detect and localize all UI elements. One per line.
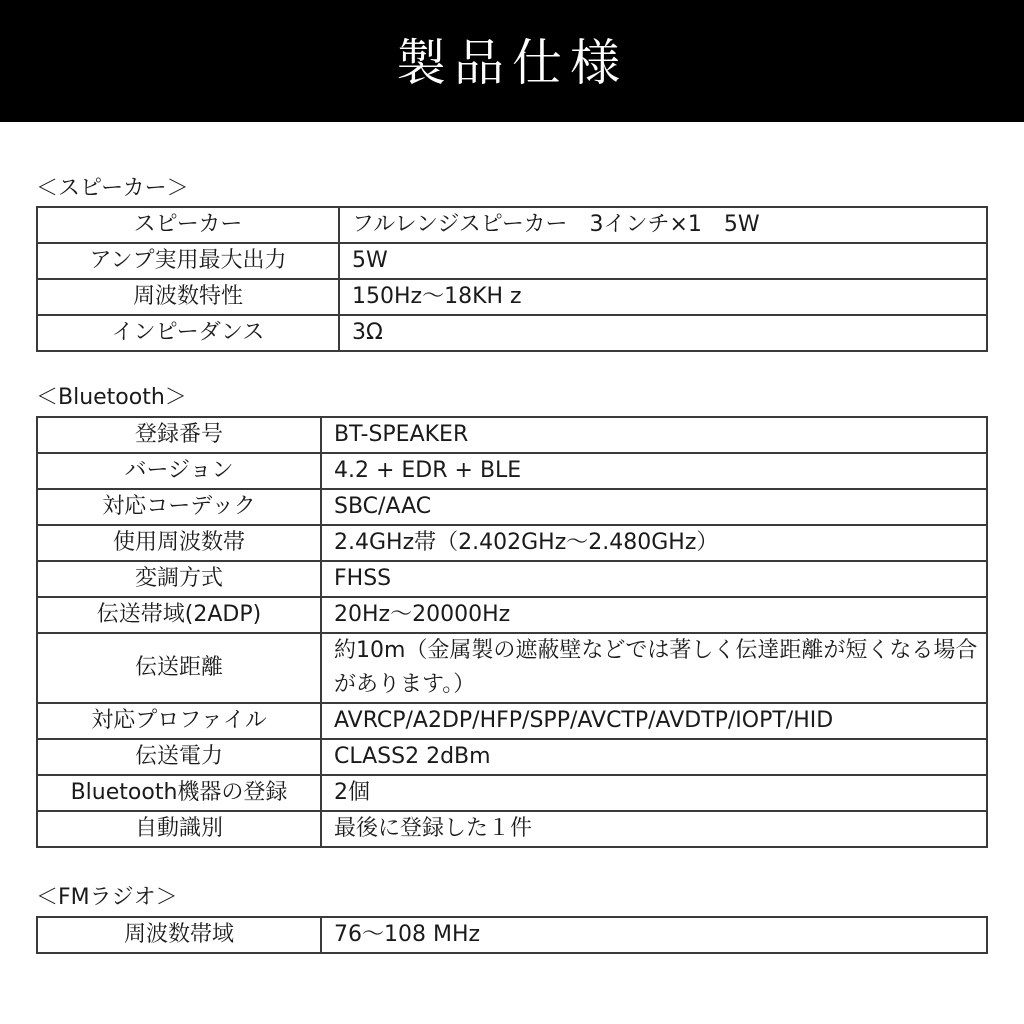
page-title: 製品仕様 xyxy=(396,34,628,92)
spec-value: 最後に登録した１件 xyxy=(321,811,987,847)
spec-value: 3Ω xyxy=(339,315,987,351)
spec-label: 周波数特性 xyxy=(37,279,339,315)
spec-label: 伝送距離 xyxy=(37,633,321,703)
spec-label: 対応プロファイル xyxy=(37,703,321,739)
spec-value: BT-SPEAKER xyxy=(321,417,987,453)
table-row xyxy=(37,811,987,847)
table-row xyxy=(37,243,987,279)
spec-value: 2個 xyxy=(321,775,987,811)
spec-value: AVRCP/A2DP/HFP/SPP/AVCTP/AVDTP/IOPT/HID xyxy=(321,703,987,739)
spec-label: スピーカー xyxy=(37,207,339,243)
section-title-fm-radio: ＜FMラジオ＞ xyxy=(36,885,178,910)
bluetooth-spec-table xyxy=(36,416,988,848)
table-row xyxy=(37,775,987,811)
table-row xyxy=(37,453,987,489)
spec-value: 20Hz～20000Hz xyxy=(321,597,987,633)
spec-value: FHSS xyxy=(321,561,987,597)
table-row xyxy=(37,561,987,597)
spec-label: 変調方式 xyxy=(37,561,321,597)
spec-value: CLASS2 2dBm xyxy=(321,739,987,775)
spec-value: 150Hz～18KH z xyxy=(339,279,987,315)
spec-label: 自動識別 xyxy=(37,811,321,847)
spec-label: 対応コーデック xyxy=(37,489,321,525)
spec-label: 伝送電力 xyxy=(37,739,321,775)
header-bar xyxy=(0,0,1024,122)
table-row xyxy=(37,207,987,243)
section-title-speaker: ＜スピーカー＞ xyxy=(36,176,189,201)
section-title-bluetooth: ＜Bluetooth＞ xyxy=(36,385,187,410)
fm-spec-table xyxy=(36,916,988,954)
speaker-spec-table xyxy=(36,206,988,352)
table-row xyxy=(37,315,987,351)
spec-label: インピーダンス xyxy=(37,315,339,351)
table-row xyxy=(37,489,987,525)
table-row xyxy=(37,739,987,775)
spec-value: 5W xyxy=(339,243,987,279)
table-row xyxy=(37,279,987,315)
table-row xyxy=(37,597,987,633)
spec-label: バージョン xyxy=(37,453,321,489)
spec-value: 2.4GHz帯（2.402GHz～2.480GHz） xyxy=(321,525,987,561)
spec-value: 76～108 MHz xyxy=(321,917,987,953)
spec-value: フルレンジスピーカー 3インチ×1 5W xyxy=(339,207,987,243)
spec-value: 約10m（金属製の遮蔽壁などでは著しく伝達距離が短くなる場合があります。） xyxy=(321,633,987,703)
table-row xyxy=(37,917,987,953)
spec-value: 4.2 + EDR + BLE xyxy=(321,453,987,489)
spec-label: 登録番号 xyxy=(37,417,321,453)
table-row xyxy=(37,703,987,739)
table-row xyxy=(37,633,987,703)
spec-label: Bluetooth機器の登録 xyxy=(37,775,321,811)
spec-label: 伝送帯域(2ADP) xyxy=(37,597,321,633)
spec-label: 周波数帯域 xyxy=(37,917,321,953)
spec-label: 使用周波数帯 xyxy=(37,525,321,561)
table-row xyxy=(37,525,987,561)
table-row xyxy=(37,417,987,453)
spec-label: アンプ実用最大出力 xyxy=(37,243,339,279)
spec-value: SBC/AAC xyxy=(321,489,987,525)
